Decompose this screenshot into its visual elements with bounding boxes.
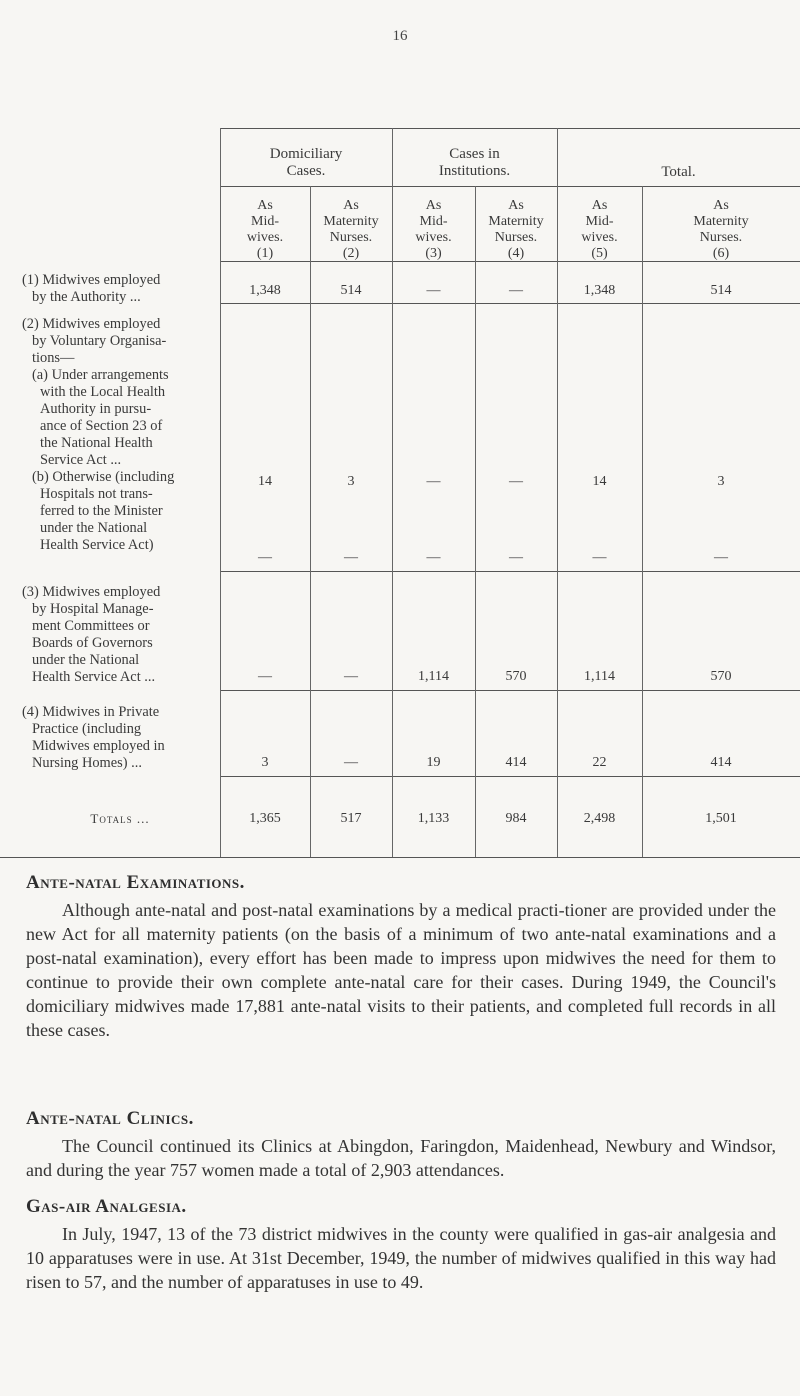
column-header-label: As Maternity Nurses.	[323, 198, 379, 245]
table-cell: 514	[340, 283, 362, 298]
column-header	[392, 198, 475, 262]
table-cell: 1,348	[249, 283, 281, 298]
column-header-number: (2)	[342, 246, 360, 261]
table-cell: —	[344, 669, 358, 684]
section-gas-air-analgesia	[26, 1196, 776, 1294]
section-body: Although ante-natal and post-natal examinations by a medical practi-tioner are provided under the new Act for all maternity patients (on the basis of a minimum of two ante-natal examinations and a post-natal examination), every effort has been made to impress upon midwives the need for them to continue to provide their own complete ante-natal care for their cases. During 1949, the Council's domiciliary midwives made 17,881 ante-natal visits to their patients, and completed full records in all these cases.	[26, 900, 776, 1040]
row-label-line: (b) Otherwise (including	[32, 469, 175, 485]
table-cell: 570	[710, 669, 732, 684]
group-header-institutions: Cases in Institutions.	[438, 146, 511, 179]
section-body: In July, 1947, 13 of the 73 district midwives in the county were qualified in gas-air analgesia and 10 apparatuses were in use. At 31st December, 1949, the number of midwives qualified in this way had risen to 57, and the number of apparatuses in use to 49.	[26, 1224, 776, 1292]
section-heading: Ante-natal Examinations.	[26, 872, 245, 893]
column-header	[642, 198, 800, 262]
row-label-line: Practice (including	[32, 721, 142, 737]
group-header-total: Total.	[661, 164, 696, 180]
row-label-line: under the National	[32, 652, 140, 668]
column-header	[557, 198, 642, 262]
totals-label: Totals ...	[90, 811, 150, 826]
table-cell: 414	[505, 755, 527, 770]
row-label-line: Health Service Act ...	[32, 669, 156, 685]
column-header-number: (4)	[507, 246, 525, 261]
row-label-line: Service Act ...	[40, 452, 122, 468]
group-header-rule	[220, 186, 800, 187]
row-label-line: by the Authority ...	[32, 289, 141, 305]
section-antenatal-clinics	[26, 1108, 776, 1182]
column-header-label: As Mid- wives.	[581, 198, 618, 245]
table-cell: 19	[426, 755, 441, 770]
table-cell: —	[258, 550, 272, 565]
row-label-line: (1) Midwives employed	[22, 272, 161, 288]
column-header	[220, 198, 310, 262]
row1-rule	[220, 303, 800, 304]
totals-cell: 1,501	[705, 811, 737, 826]
row-label-line: Health Service Act)	[40, 537, 154, 553]
row-label-line: (2) Midwives employed	[22, 316, 161, 332]
section-heading: Ante-natal Clinics.	[26, 1108, 194, 1129]
table-cell: —	[509, 283, 523, 298]
row2-rule	[220, 571, 800, 572]
row-label-line: Hospitals not trans-	[40, 486, 153, 502]
table-cell: 414	[710, 755, 732, 770]
table-cell: —	[344, 755, 358, 770]
row-label-line: Boards of Governors	[32, 635, 153, 651]
column-header-number: (5)	[591, 246, 608, 261]
row-label-line: by Hospital Manage-	[32, 601, 154, 617]
table-cell: 1,348	[583, 283, 616, 298]
table-cell: 570	[505, 669, 527, 684]
row4-rule	[220, 776, 800, 777]
row-label-hospital	[22, 584, 212, 686]
row-label-line: with the Local Health	[40, 384, 166, 400]
table-cell: —	[509, 550, 523, 565]
table-bottom-rule	[0, 857, 800, 858]
table-cell: —	[509, 474, 523, 489]
row-label-line: (a) Under arrangements	[32, 367, 169, 383]
row-label-line: by Voluntary Organisa-	[32, 333, 167, 349]
totals-cell: 517	[340, 811, 362, 826]
row-label-authority	[22, 272, 212, 306]
section-antenatal-examinations	[26, 872, 776, 1042]
column-header-number: (3)	[425, 246, 442, 261]
table-cell: 3	[347, 474, 355, 489]
section-body: The Council continued its Clinics at Abingdon, Faringdon, Maidenhead, Newbury and Windsor, and during the year 757 women made a total of 2,903 attendances.	[26, 1136, 776, 1180]
table-cell: —	[426, 550, 441, 565]
table-cell: 3	[717, 474, 725, 489]
table-cell: —	[344, 550, 358, 565]
table-top-rule	[220, 128, 800, 129]
table-cell: —	[426, 474, 441, 489]
totals-cell: 2,498	[583, 811, 616, 826]
section-heading: Gas-air Analgesia.	[26, 1196, 187, 1217]
row3-rule	[220, 690, 800, 691]
row-label-line: Midwives employed in	[32, 738, 165, 754]
column-header-number: (6)	[712, 246, 730, 261]
row-label-line: tions—	[32, 350, 75, 366]
table-cell: 514	[710, 283, 732, 298]
row-label-private	[22, 704, 212, 772]
totals-cell: 1,365	[249, 811, 281, 826]
row-label-line: under the National	[40, 520, 148, 536]
table-cell: 1,114	[418, 669, 449, 684]
midwives-table	[0, 128, 800, 858]
row-label-line: ance of Section 23 of	[40, 418, 163, 434]
table-cell: —	[714, 550, 728, 565]
row-label-line: ment Committees or	[32, 618, 150, 634]
row-label-line: (4) Midwives in Private	[22, 704, 160, 720]
table-cell: 14	[258, 474, 272, 489]
table-cell: —	[592, 550, 607, 565]
page-number: 16	[392, 28, 408, 44]
table-cell: 14	[592, 474, 607, 489]
table-cell: —	[426, 283, 441, 298]
column-header-label: As Maternity Nurses.	[693, 198, 749, 245]
column-header	[310, 198, 392, 262]
column-header-number: (1)	[256, 246, 274, 261]
row-label-voluntary	[22, 316, 212, 554]
row-label-line: Authority in pursu-	[40, 401, 152, 417]
column-header	[475, 198, 557, 262]
row-label-line: Nursing Homes) ...	[32, 755, 142, 771]
table-cell: 1,114	[584, 669, 615, 684]
table-cell: 3	[261, 755, 269, 770]
column-header-label: As Maternity Nurses.	[488, 198, 544, 245]
totals-cell: 984	[505, 811, 527, 826]
table-cell: 22	[592, 755, 607, 770]
totals-cell: 1,133	[417, 811, 450, 826]
row-label-line: the National Health	[40, 435, 153, 451]
column-header-label: As Mid- wives.	[415, 198, 452, 245]
table-cell: —	[258, 669, 272, 684]
column-header-label: As Mid- wives.	[246, 198, 284, 245]
group-header-domiciliary: Domiciliary Cases.	[269, 146, 343, 179]
row-label-line: (3) Midwives employed	[22, 584, 161, 600]
row-label-line: ferred to the Minister	[40, 503, 163, 519]
